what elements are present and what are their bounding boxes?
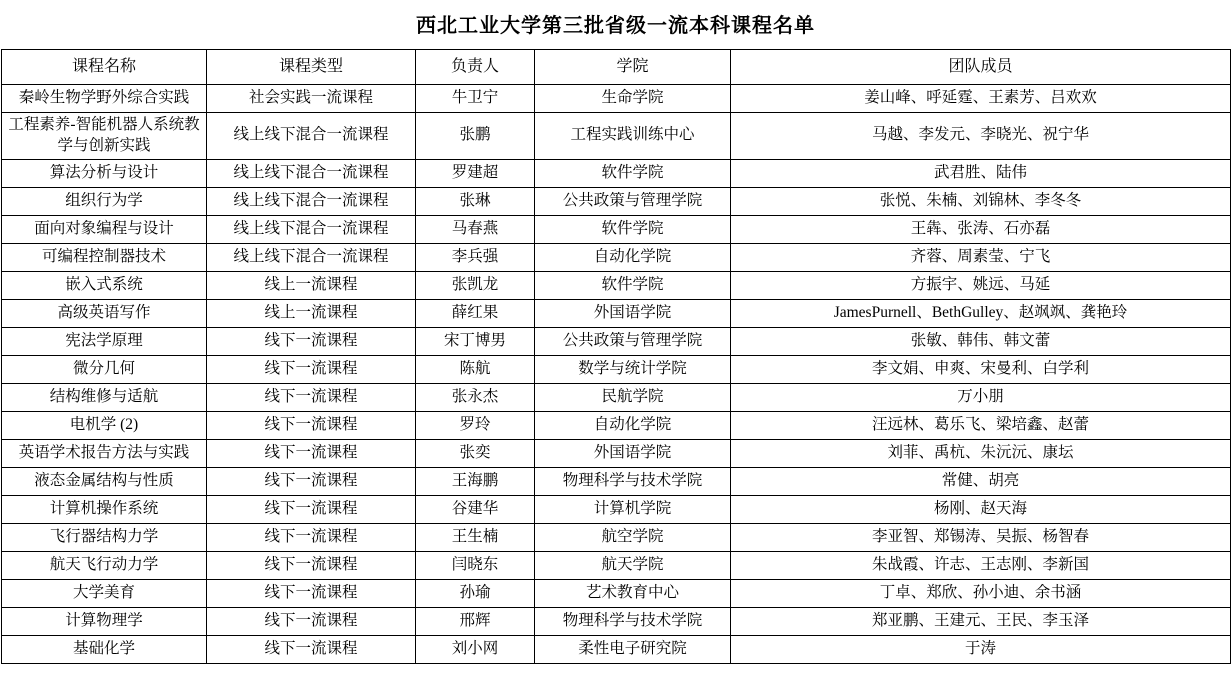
table-row (2, 159, 1231, 187)
table-row (2, 355, 1231, 383)
course-type-cell: 线上线下混合一流课程 (207, 159, 416, 187)
college-cell: 软件学院 (535, 271, 731, 299)
table-row (2, 327, 1231, 355)
course-type-cell: 线下一流课程 (207, 411, 416, 439)
team-members-cell: 王犇、张涛、石亦磊 (731, 215, 1231, 243)
college-cell: 软件学院 (535, 215, 731, 243)
course-type-cell: 线上线下混合一流课程 (207, 187, 416, 215)
college-cell: 自动化学院 (535, 243, 731, 271)
team-members-cell: 张敏、韩伟、韩文蕾 (731, 327, 1231, 355)
table-row (2, 243, 1231, 271)
table-row (2, 411, 1231, 439)
course-type-cell: 线上线下混合一流课程 (207, 113, 416, 160)
table-row (2, 271, 1231, 299)
course-name-cell: 高级英语写作 (2, 299, 207, 327)
course-name-cell: 航天飞行动力学 (2, 551, 207, 579)
team-members-cell: 齐蓉、周素莹、宁飞 (731, 243, 1231, 271)
table-row (2, 299, 1231, 327)
course-type-cell: 线下一流课程 (207, 523, 416, 551)
leader-cell: 张永杰 (416, 383, 535, 411)
course-type-cell: 社会实践一流课程 (207, 85, 416, 113)
course-name-cell: 工程素养-智能机器人系统教学与创新实践 (2, 113, 207, 160)
leader-cell: 罗玲 (416, 411, 535, 439)
course-name-cell: 基础化学 (2, 635, 207, 663)
course-type-cell: 线下一流课程 (207, 355, 416, 383)
course-name-cell: 大学美育 (2, 579, 207, 607)
leader-cell: 谷建华 (416, 495, 535, 523)
team-members-cell: 汪远林、葛乐飞、梁培鑫、赵蕾 (731, 411, 1231, 439)
leader-cell: 王生楠 (416, 523, 535, 551)
column-header-leader: 负责人 (416, 50, 535, 85)
college-cell: 柔性电子研究院 (535, 635, 731, 663)
course-name-cell: 微分几何 (2, 355, 207, 383)
course-name-cell: 秦岭生物学野外综合实践 (2, 85, 207, 113)
team-members-cell: 刘菲、禹杭、朱沅沅、康坛 (731, 439, 1231, 467)
team-members-cell: 郑亚鹏、王建元、王民、李玉泽 (731, 607, 1231, 635)
course-type-cell: 线下一流课程 (207, 495, 416, 523)
course-type-cell: 线上一流课程 (207, 271, 416, 299)
course-type-cell: 线下一流课程 (207, 327, 416, 355)
college-cell: 航空学院 (535, 523, 731, 551)
leader-cell: 牛卫宁 (416, 85, 535, 113)
team-members-cell: 方振宇、姚远、马延 (731, 271, 1231, 299)
table-row (2, 495, 1231, 523)
course-type-cell: 线下一流课程 (207, 383, 416, 411)
course-name-cell: 宪法学原理 (2, 327, 207, 355)
team-members-cell: 丁卓、郑欣、孙小迪、余书涵 (731, 579, 1231, 607)
course-name-cell: 算法分析与设计 (2, 159, 207, 187)
leader-cell: 罗建超 (416, 159, 535, 187)
table-row (2, 383, 1231, 411)
table-row (2, 579, 1231, 607)
table-row (2, 187, 1231, 215)
college-cell: 航天学院 (535, 551, 731, 579)
college-cell: 公共政策与管理学院 (535, 327, 731, 355)
course-name-cell: 计算机操作系统 (2, 495, 207, 523)
table-row (2, 85, 1231, 113)
college-cell: 物理科学与技术学院 (535, 607, 731, 635)
team-members-cell: 万小朋 (731, 383, 1231, 411)
table-row (2, 523, 1231, 551)
leader-cell: 王海鹏 (416, 467, 535, 495)
course-type-cell: 线下一流课程 (207, 551, 416, 579)
college-cell: 艺术教育中心 (535, 579, 731, 607)
table-row (2, 467, 1231, 495)
column-header-course-type: 课程类型 (207, 50, 416, 85)
team-members-cell: 杨刚、赵天海 (731, 495, 1231, 523)
team-members-cell: 常健、胡亮 (731, 467, 1231, 495)
leader-cell: 宋丁博男 (416, 327, 535, 355)
course-list-table (1, 49, 1231, 664)
course-name-cell: 英语学术报告方法与实践 (2, 439, 207, 467)
course-type-cell: 线下一流课程 (207, 439, 416, 467)
course-name-cell: 面向对象编程与设计 (2, 215, 207, 243)
course-type-cell: 线下一流课程 (207, 579, 416, 607)
leader-cell: 孙瑜 (416, 579, 535, 607)
column-header-college: 学院 (535, 50, 731, 85)
course-name-cell: 组织行为学 (2, 187, 207, 215)
table-row (2, 215, 1231, 243)
team-members-cell: JamesPurnell、BethGulley、赵飒飒、龚艳玲 (731, 299, 1231, 327)
college-cell: 外国语学院 (535, 299, 731, 327)
leader-cell: 刘小网 (416, 635, 535, 663)
table-header-row (2, 50, 1231, 85)
college-cell: 生命学院 (535, 85, 731, 113)
leader-cell: 张奕 (416, 439, 535, 467)
college-cell: 软件学院 (535, 159, 731, 187)
team-members-cell: 马越、李发元、李晓光、祝宁华 (731, 113, 1231, 160)
leader-cell: 薛红果 (416, 299, 535, 327)
leader-cell: 李兵强 (416, 243, 535, 271)
table-row (2, 439, 1231, 467)
table-row (2, 635, 1231, 663)
table-body (2, 85, 1231, 664)
course-name-cell: 结构维修与适航 (2, 383, 207, 411)
college-cell: 公共政策与管理学院 (535, 187, 731, 215)
college-cell: 外国语学院 (535, 439, 731, 467)
team-members-cell: 武君胜、陆伟 (731, 159, 1231, 187)
page-title: 西北工业大学第三批省级一流本科课程名单 (416, 15, 815, 37)
column-header-course-name: 课程名称 (2, 50, 207, 85)
leader-cell: 闫晓东 (416, 551, 535, 579)
team-members-cell: 张悦、朱楠、刘锦林、李冬冬 (731, 187, 1231, 215)
column-header-team-members: 团队成员 (731, 50, 1231, 85)
course-type-cell: 线下一流课程 (207, 607, 416, 635)
team-members-cell: 于涛 (731, 635, 1231, 663)
course-type-cell: 线上线下混合一流课程 (207, 243, 416, 271)
leader-cell: 张凯龙 (416, 271, 535, 299)
college-cell: 物理科学与技术学院 (535, 467, 731, 495)
leader-cell: 张鹏 (416, 113, 535, 160)
leader-cell: 张琳 (416, 187, 535, 215)
college-cell: 数学与统计学院 (535, 355, 731, 383)
course-name-cell: 计算物理学 (2, 607, 207, 635)
table-row (2, 607, 1231, 635)
leader-cell: 邢辉 (416, 607, 535, 635)
course-name-cell: 电机学 (2) (2, 411, 207, 439)
table-row (2, 551, 1231, 579)
course-type-cell: 线上线下混合一流课程 (207, 215, 416, 243)
course-type-cell: 线上一流课程 (207, 299, 416, 327)
course-name-cell: 液态金属结构与性质 (2, 467, 207, 495)
college-cell: 自动化学院 (535, 411, 731, 439)
team-members-cell: 李文娟、申爽、宋曼利、白学利 (731, 355, 1231, 383)
team-members-cell: 李亚智、郑锡涛、吴振、杨智春 (731, 523, 1231, 551)
course-type-cell: 线下一流课程 (207, 635, 416, 663)
leader-cell: 陈航 (416, 355, 535, 383)
course-name-cell: 飞行器结构力学 (2, 523, 207, 551)
college-cell: 计算机学院 (535, 495, 731, 523)
table-row (2, 113, 1231, 160)
college-cell: 民航学院 (535, 383, 731, 411)
course-type-cell: 线下一流课程 (207, 467, 416, 495)
college-cell: 工程实践训练中心 (535, 113, 731, 160)
leader-cell: 马春燕 (416, 215, 535, 243)
course-name-cell: 可编程控制器技术 (2, 243, 207, 271)
course-name-cell: 嵌入式系统 (2, 271, 207, 299)
team-members-cell: 姜山峰、呼延霆、王素芳、吕欢欢 (731, 85, 1231, 113)
team-members-cell: 朱战霞、许志、王志刚、李新国 (731, 551, 1231, 579)
